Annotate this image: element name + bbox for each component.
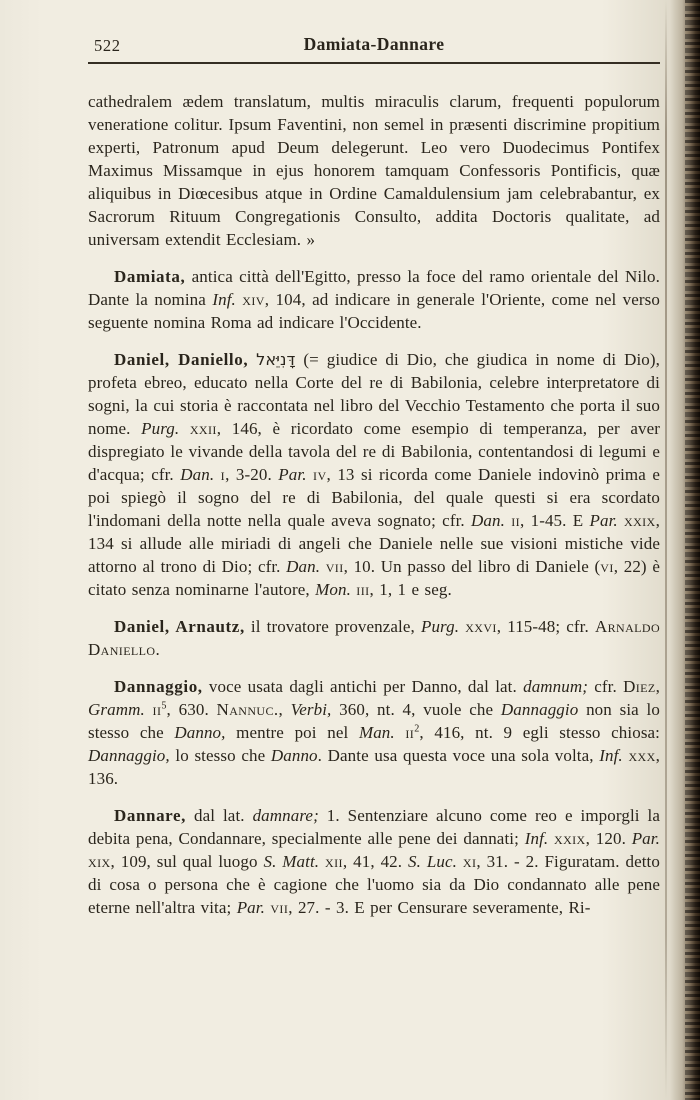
text-segment: vii	[325, 557, 344, 576]
text-segment: Danno	[270, 746, 318, 765]
text-segment: (= giudice di Dio, che giudica in nome di Dio), profeta ebreo, educato nella Corte del re di Babilonia, celebre interpretatore di sogni, la cui storia è raccontata nel libro del Vecchio Testamento che porta il suo nome.	[88, 350, 661, 438]
text-segment: 1. Sentenziare alcuno come reo e imporgli la debita pena, Condannare, specialmente alle pene dei dannati;	[88, 806, 660, 848]
text-segment: xix	[88, 852, 111, 871]
text-segment: Dannaggio	[500, 700, 579, 719]
text-segment	[395, 723, 406, 742]
text-segment: Man.	[358, 723, 395, 742]
text-segment: xxix	[624, 511, 656, 530]
text-segment: dal lat.	[186, 806, 253, 825]
text-segment: , 136.	[88, 746, 660, 788]
text-segment: ii	[511, 511, 520, 530]
text-segment: xiv	[242, 290, 265, 309]
text-segment: ,	[278, 700, 291, 719]
text-segment: , 120.	[585, 829, 632, 848]
text-segment: Inf.	[212, 290, 236, 309]
text-segment: , 416, nt. 9 egli stesso chiosa:	[419, 723, 661, 742]
text-segment: voce usata dagli antichi per Danno, dal lat.	[202, 677, 524, 696]
text-segment: mentre poi nel	[225, 723, 359, 742]
text-segment: xxvi	[465, 617, 497, 636]
text-segment: Dan.	[471, 511, 505, 530]
text-segment: Dan.	[286, 557, 321, 576]
text-segment: Damiata,	[114, 267, 186, 286]
header-rule	[88, 62, 660, 64]
text-segment: S. Matt.	[263, 852, 320, 871]
text-segment: Daniel, Arnautz,	[114, 617, 245, 636]
text-segment: Purg.	[420, 617, 460, 636]
text-segment	[179, 419, 190, 438]
text-segment: , 109, sul qual luogo	[110, 852, 264, 871]
text-segment: xii	[325, 852, 343, 871]
hebrew-word: דָּנִיֵּאל	[256, 350, 296, 369]
text-segment: , 146, è ricordato come esempio di temperanza, per aver dispregiato le vivande della tavola del re di Babilonia, contentandosi di legumi e d'acqua; cfr.	[88, 419, 660, 484]
text-segment: , 630.	[166, 700, 217, 719]
text-segment: , 22) è citato senza nominarne l'autore,	[88, 557, 660, 599]
text-segment: 5	[161, 700, 167, 712]
paragraph	[88, 348, 660, 601]
text-segment: S. Luc.	[408, 852, 457, 871]
paragraph	[88, 90, 660, 251]
text-segment: , 1-45. E	[520, 511, 590, 530]
text-segment: , 134 si allude alle miriadi di angeli che Daniele nelle sue visioni mistiche vide attorno al trono di Dio; cfr.	[88, 511, 660, 576]
text-segment: lo stesso che	[169, 746, 271, 765]
page-number: 522	[94, 36, 121, 55]
text-segment: , 104, ad indicare in generale l'Oriente, come nel verso seguente nomina Roma ad indicare l'Occidente.	[88, 290, 660, 332]
text-segment: , 115-48; cfr.	[496, 617, 595, 636]
text-segment: iii	[356, 580, 370, 599]
text-segment: i	[220, 465, 226, 484]
text-segment: ii	[405, 723, 415, 742]
text-segment: Purg.	[141, 419, 180, 438]
text-segment: , 10. Un passo del libro di Daniele (	[343, 557, 601, 576]
text-segment: Inf.	[524, 829, 549, 848]
text-segment: damnare;	[252, 806, 319, 825]
text-segment: Par.	[236, 898, 265, 917]
text-segment: Nannuc.	[216, 700, 279, 719]
text-segment: non sia lo stesso che	[88, 700, 660, 742]
text-segment: Par.	[631, 829, 660, 848]
text-segment: . Dante usa questa voce una sola volta,	[317, 746, 600, 765]
text-segment: iv	[313, 465, 327, 484]
text-segment: Dannaggio,	[114, 677, 203, 696]
page-edge-line	[665, 0, 667, 1100]
paragraph	[88, 265, 660, 334]
text-segment: Inf.	[599, 746, 623, 765]
paragraph	[88, 615, 660, 661]
text-segment: 360, nt. 4, vuole che	[331, 700, 501, 719]
text-segment: Verbi,	[290, 700, 332, 719]
text-segment: Diez	[623, 677, 656, 696]
page-header	[88, 34, 660, 58]
text-segment: Par.	[589, 511, 618, 530]
text-segment: xi	[462, 852, 477, 871]
text-segment: , 13 si ricorda come Daniele indovinò prima e poi spiegò il sogno del re di Babilonia, del quale questi si era scordato l'indomani della notte nella quale aveva sognato; cfr.	[88, 465, 661, 530]
text-segment: cfr.	[588, 677, 624, 696]
text-segment: Par.	[278, 465, 307, 484]
text-segment: Daniel, Daniello,	[114, 350, 249, 369]
text-segment: Dannaggio,	[88, 746, 170, 765]
text-segment: Dannare,	[114, 806, 187, 825]
text-block	[88, 90, 660, 919]
text-segment: xxix	[554, 829, 586, 848]
paragraph	[88, 675, 660, 790]
text-segment: damnum;	[523, 677, 589, 696]
page-edge-texture	[685, 0, 700, 1100]
text-segment: Gramm.	[88, 700, 145, 719]
text-segment: il trovatore provenzale,	[244, 617, 421, 636]
text-segment: .	[155, 640, 160, 659]
text-segment: xxii	[189, 419, 217, 438]
text-segment: Danno,	[174, 723, 226, 742]
text-segment: xxx	[628, 746, 656, 765]
text-segment: Mon.	[315, 580, 351, 599]
text-segment	[145, 700, 153, 719]
text-segment: cathedralem ædem translatum, multis miraculis clarum, frequenti populorum veneratione colitur. Ipsum Faventini, non semel in præsenti discrimine propitium experti, Patronum apud Deum delegerunt. Leo vero Duodecimus Pontifex Maximus Missamque in ejus honorem tamquam Confessoris Pontificis, quæ aliquibus in Diœcesibus atque in Ordine Camaldulensium jam celebrabantur, ex Sacrorum Rituum Congregationis Consulto, addita Doctoris qualitate, ad universam extendit Ecclesiam. »	[88, 92, 660, 249]
text-segment: ,	[655, 677, 660, 696]
text-segment: , 41, 42.	[342, 852, 408, 871]
text-segment: , 1, 1 e seg.	[369, 580, 452, 599]
text-segment: ii	[152, 700, 162, 719]
page-edge	[670, 0, 700, 1100]
text-segment	[248, 350, 256, 369]
text-segment: Dan.	[180, 465, 215, 484]
text-segment: vi	[600, 557, 614, 576]
text-segment: Arnaldo Daniello	[88, 617, 661, 659]
text-segment: antica città dell'Egitto, presso la foce del ramo orientale del Nilo. Dante la nomina	[88, 267, 660, 309]
text-segment: vii	[270, 898, 289, 917]
text-segment: 2	[414, 723, 420, 735]
paragraph	[88, 804, 660, 919]
text-segment: , 27. - 3. E per Censurare severamente, Ri-	[288, 898, 591, 917]
running-title: Damiata-Dannare	[303, 34, 445, 54]
text-segment: , 3-20.	[225, 465, 279, 484]
text-segment: , 31. - 2. Figuratam. detto di cosa o persona che è cagione che l'uomo sia da Dio condannato alle pene eterne nell'altra vita;	[88, 852, 660, 917]
